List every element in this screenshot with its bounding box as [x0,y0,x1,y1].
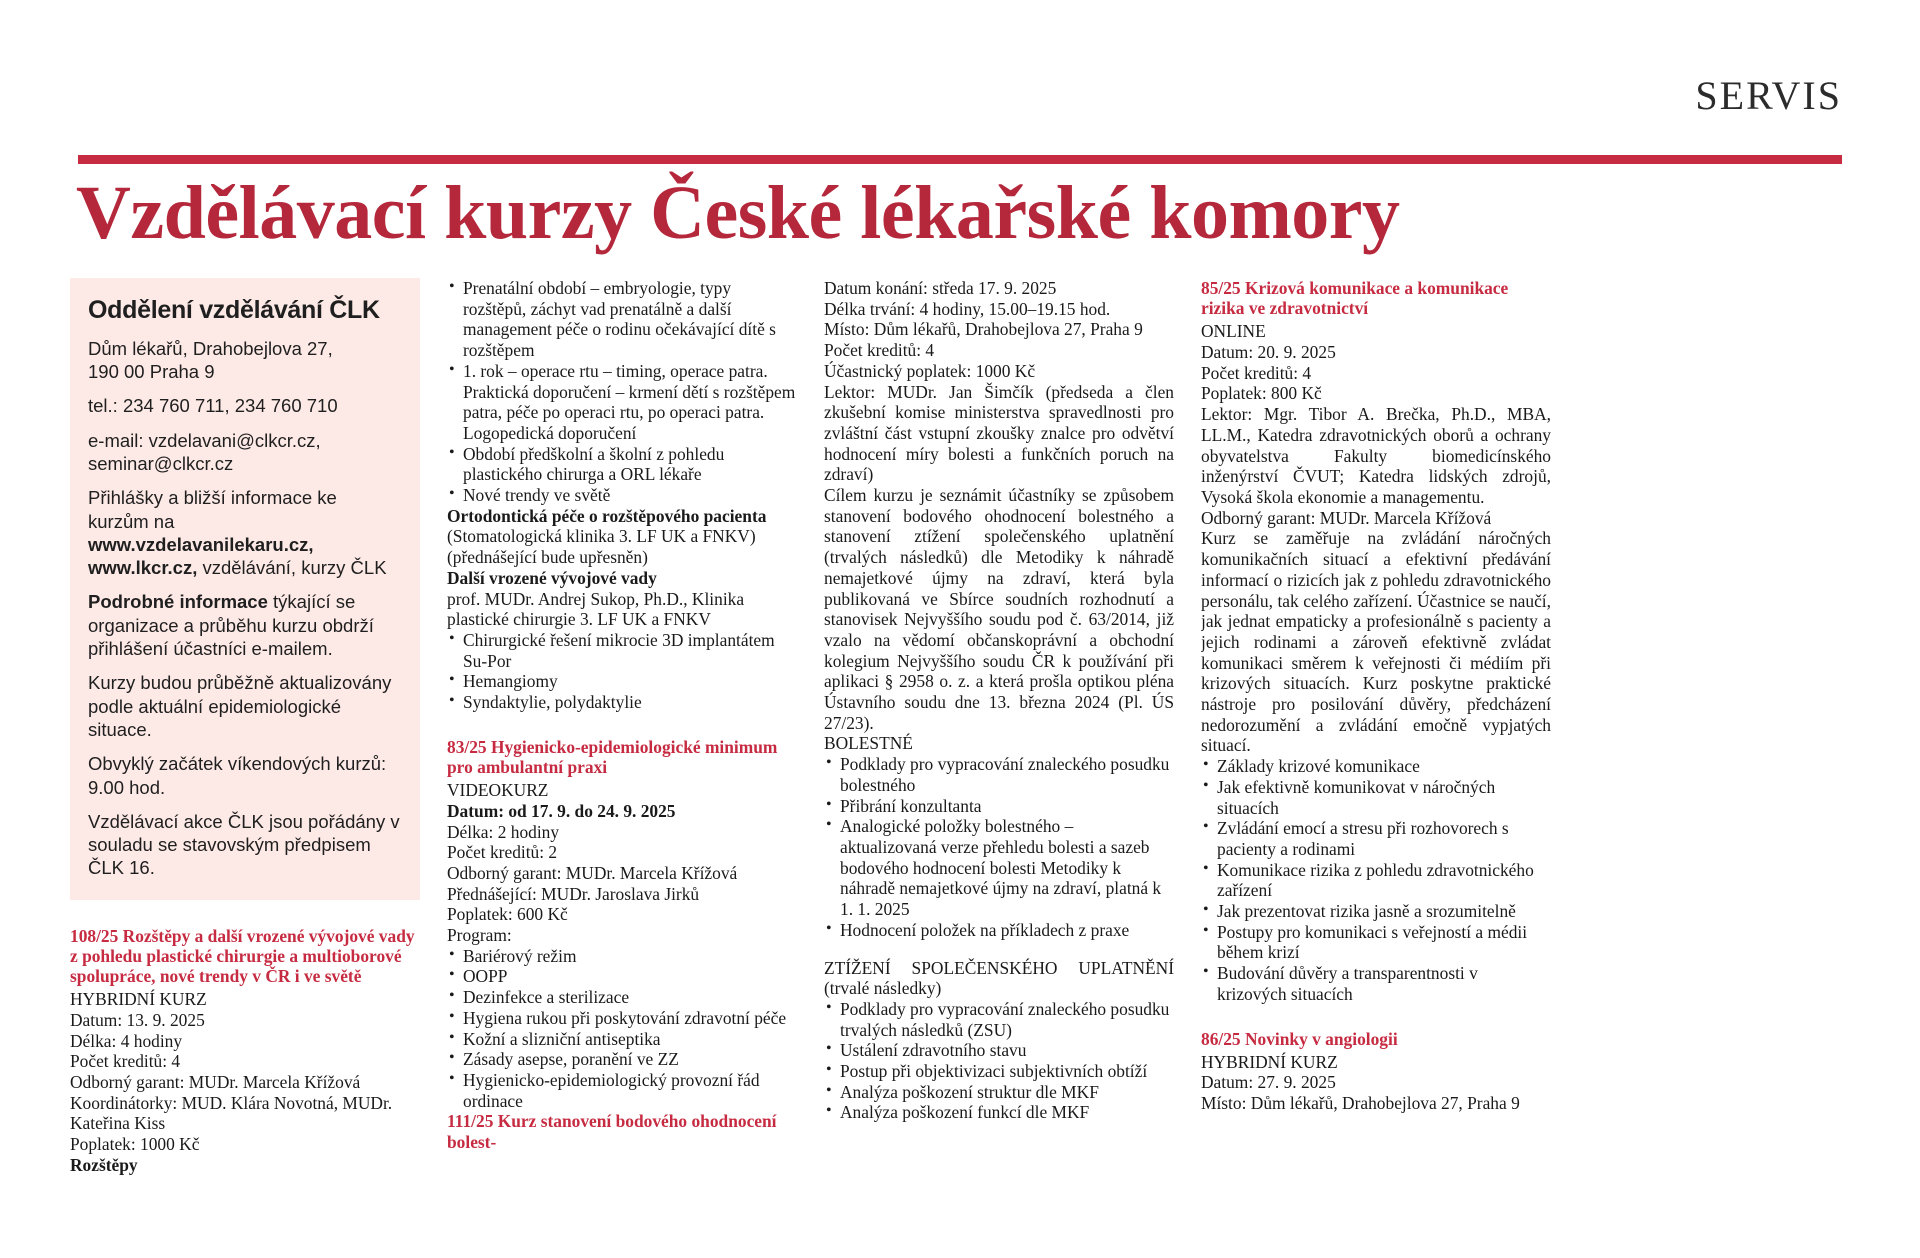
course-83-duration: Délka: 2 hodiny [447,821,560,842]
list-item: • Hemangiomy [447,671,797,692]
infobox-email [88,429,402,476]
list-item: • Hygienicko-epidemiologický provozní řád ordinace [447,1070,797,1111]
bolestne-bullet-list [824,754,1174,940]
course-111-date: Datum konání: středa 17. 9. 2025 [824,278,1057,298]
course-title-108[interactable]: 108/25 Rozštěpy a další vrozené vývojové vady z pohledu plastické chirurgie a multioborové spolupráce, nové trendy v ČR i ve světě [70,925,415,987]
list-item: • Hygiena rukou při poskytování zdravotní péče [447,1008,797,1029]
spacer [447,713,797,737]
column-1 [70,278,420,1258]
list-item: • Období předškolní a školní z pohledu plastického chirurga a ORL lékaře [447,444,797,485]
list-item: • 1. rok – operace rtu – timing, operace patra. Praktická doporučení – krmení dětí s rozštěpem patra, péče po operaci rtu, po operaci patra. Logopedická doporučení [447,361,797,444]
list-item: • Jak prezentovat rizika jasně a srozumitelně [1201,901,1551,922]
list-item: • Jak efektivně komunikovat v náročných situacích [1201,777,1551,818]
list-item: • Kožní a slizniční antiseptika [447,1029,797,1050]
course-83-program-label: Program: [447,925,512,946]
list-item: • Postup při objektivizaci subjektivních obtíží [824,1061,1174,1082]
course-85-fee: Poplatek: 800 Kč [1201,383,1322,404]
link-vzdelavanilekaru[interactable]: www.vzdelavanilekaru.cz, [88,533,314,555]
course-108-bullet-list [447,278,797,506]
ortodoncie-clinic: (Stomatologická klinika 3. LF UK a FNKV) [447,526,756,547]
list-item: • Analogické položky bolestného – aktualizovaná verze přehledu bolesti a sazeb bodového hodnocení bolesti Metodiky k náhradě nemajetkové újmy na zdraví, platná k 1. 1. 2025 [824,816,1174,920]
list-item: • Zásady asepse, poranění ve ZZ [447,1049,797,1070]
course-85-format: ONLINE [1201,321,1266,342]
ortodoncie-heading: Ortodontická péče o rozštěpového pacienta [447,505,767,526]
list-item: • Podklady pro vypracování znaleckého posudku bolestného [824,754,1174,795]
address-line-1: Dům lékařů, Drahobejlova 27, [88,337,333,359]
page-title: Vzdělávací kurzy České lékařské komory [76,171,1400,255]
list-item: • Komunikace rizika z pohledu zdravotnického zařízení [1201,860,1551,901]
course-83-bullet-list [447,946,797,1112]
course-108-format: HYBRIDNÍ KURZ [70,989,207,1010]
course-108-duration: Délka: 4 hodiny [70,1030,183,1051]
course-85-description: Kurz se zaměřuje na zvládání náročných komunikačních situací a efektivní předávání informací o rizicích jak z pohledu zdravotnického personálu, tak celého zařízení. Účastnice se naučí, jak jednat empaticky a profesionálně s pacienty a jejich rodinami a zároveň efektivně zvládat komunikaci směrem k veřejnosti či médiím při krizových situacích. Kurz poskytne praktické nástroje pro posilování důvěry, předcházení nedorozumění a zvládání emočně vypjatých situací. [1201,528,1551,756]
details-label: Podrobné informace [88,591,268,613]
course-title-85[interactable]: 85/25 Krizová komunikace a komunikace rizika ve zdravotnictví [1201,278,1509,319]
contact-infobox [70,278,420,900]
list-item: • Nové trendy ve světě [447,485,797,506]
list-item: • Hodnocení položek na příkladech z praxe [824,920,1174,941]
email-line-1[interactable]: e-mail: vzdelavani@clkcr.cz, [88,429,321,451]
course-111-place: Místo: Dům lékařů, Drahobejlova 27, Praha 9 [824,319,1143,340]
course-108-date: Datum: 13. 9. 2025 [70,1009,205,1030]
course-111-goal: Cílem kurzu je seznámit účastníky se způsobem stanovení bodového ohodnocení bolestného a stanovení ztížení společenského uplatnění (trvalých následků) dle Metodiky k náhradě nemajetkové újmy na zdraví, která byla publikovaná ve Sbírce soudních rozhodnutí a stanovisek Nejvyššího soudu pod č. 63/2014, již vzalo na vědomí občanskoprávní a obchodní kolegium Nejvyššího soudu ČR k používání při aplikaci § 2958 o. z. a která prošla optikou pléna Ústavního soudu dne 13. března 2024 (Pl. ÚS 27/23). [824,485,1174,733]
course-83-guarantor: Odborný garant: MUDr. Marcela Křížová [447,862,738,883]
list-item: • Základy krizové komunikace [1201,756,1551,777]
course-85-credits: Počet kreditů: 4 [1201,362,1312,383]
vady-bullet-list [447,630,797,713]
course-83-lecturer: Přednášející: MUDr. Jaroslava Jirků [447,883,700,904]
course-108-coordinators: Koordinátorky: MUD. Klára Novotná, MUDr. Kateřina Kiss [70,1092,393,1134]
section-label: SERVIS [1695,73,1842,118]
course-86-place: Místo: Dům lékařů, Drahobejlova 27, Praha 9 [1201,1093,1520,1114]
course-85-bullet-list [1201,756,1551,1004]
course-108-guarantor: Odborný garant: MUDr. Marcela Křížová [70,1072,361,1093]
infobox-update: Kurzy budou průběžně aktualizovány podle aktuální epidemiologické situace. [88,672,392,740]
course-111-lecturer: Lektor: MUDr. Jan Šimčík (předseda a člen zkušební komise ministerstva spravedlnosti pro zvláštní část vstupní zkoušky znalce pro odvětví hodnocení míry bolesti a funkčních poruch na zdraví) [824,381,1174,485]
course-108-credits: Počet kreditů: 4 [70,1051,181,1072]
vady-heading: Další vrozené vývojové vady [447,567,657,588]
course-title-86[interactable]: 86/25 Novinky v angiologii [1201,1028,1398,1049]
list-item: • OOPP [447,966,797,987]
column-2 [447,278,797,1258]
list-item: • Budování důvěry a transparentnosti v krizových situacích [1201,963,1551,1004]
infobox-applications [88,486,402,579]
course-111-credits: Počet kreditů: 4 [824,340,935,361]
column-3 [824,278,1174,1258]
applications-suffix: vzdělávání, kurzy ČLK [197,557,387,579]
list-item: • Analýza poškození funkcí dle MKF [824,1102,1174,1123]
applications-text: Přihlášky a bližší informace ke kurzům na [88,487,337,532]
course-111-duration: Délka trvání: 4 hodiny, 15.00–19.15 hod. [824,298,1111,319]
ztizeni-bullet-list [824,999,1174,1123]
course-108-section-rozstepy: Rozštěpy [70,1154,138,1175]
course-85-guarantor: Odborný garant: MUDr. Marcela Křížová [1201,507,1492,528]
course-85-date: Datum: 20. 9. 2025 [1201,342,1336,363]
infobox-details [88,590,402,660]
list-item: • Ustálení zdravotního stavu [824,1040,1174,1061]
course-83-fee: Poplatek: 600 Kč [447,904,568,925]
infobox-rules: Vzdělávací akce ČLK jsou pořádány v souladu se stavovským předpisem ČLK 16. [88,810,400,879]
course-83-format: VIDEOKURZ [447,780,549,801]
link-lkcr[interactable]: www.lkcr.cz, [88,557,198,579]
address-line-2: 190 00 Praha 9 [88,361,215,383]
course-title-83[interactable]: 83/25 Hygienicko-epidemiologické minimum pro ambulantní praxi [447,736,778,777]
list-item: • Podklady pro vypracování znaleckého posudku trvalých následků (ZSU) [824,999,1174,1040]
list-item: • Chirurgické řešení mikrocie 3D implantátem Su-Por [447,630,797,671]
email-line-2[interactable]: seminar@clkcr.cz [88,452,234,474]
list-item: • Zvládání emocí a stresu při rozhovorech s pacienty a rodinami [1201,818,1551,859]
details-text: týkající se organizace a průběhu kurzu obdrží přihlášení účastníci e-mailem. [88,591,374,660]
course-86-format: HYBRIDNÍ KURZ [1201,1051,1338,1072]
course-108-fee: Poplatek: 1000 Kč [70,1134,200,1155]
infobox-start: Obvyklý začátek víkendových kurzů: 9.00 hod. [88,753,387,798]
infobox-heading: Oddělení vzdělávání ČLK [88,296,380,324]
course-title-111[interactable]: 111/25 Kurz stanovení bodového ohodnocení bolest- [447,1111,777,1152]
infobox-phone: tel.: 234 760 711, 234 760 710 [88,395,338,417]
bolestne-heading: BOLESTNÉ [824,733,913,754]
article-columns [70,278,1850,1258]
course-83-date: Datum: od 17. 9. do 24. 9. 2025 [447,800,676,821]
course-83-credits: Počet kreditů: 2 [447,842,558,863]
list-item: • Syndaktylie, polydaktylie [447,692,797,713]
list-item: • Prenatální období – embryologie, typy rozštěpů, záchyt vad prenatálně a další management péče o rodinu očekávající dítě s rozštěpem [447,278,797,361]
vady-speaker: prof. MUDr. Andrej Sukop, Ph.D., Klinika plastické chirurgie 3. LF UK a FNKV [447,588,745,630]
list-item: • Postupy pro komunikaci s veřejností a médii během krizí [1201,922,1551,963]
ztizeni-heading: ZTÍŽENÍ SPOLEČENSKÉHO UPLATNĚNÍ (trvalé následky) [824,957,1174,999]
ortodoncie-speaker: (přednášející bude upřesněn) [447,547,648,568]
list-item: • Přibrání konzultanta [824,796,1174,817]
spacer [824,941,1174,958]
column-4 [1201,278,1551,1258]
spacer [1201,1005,1551,1029]
course-86-date: Datum: 27. 9. 2025 [1201,1072,1336,1093]
masthead-rule [78,155,1842,164]
course-85-lecturer: Lektor: Mgr. Tibor A. Brečka, Ph.D., MBA, LL.M., Katedra zdravotnických oborů a ochrany obyvatelstva Fakulty biomedicínského inženýrství ČVUT; Katedra lidských zdrojů, Vysoká škola ekonomie a managementu. [1201,404,1551,507]
list-item: • Bariérový režim [447,946,797,967]
course-111-fee: Účastnický poplatek: 1000 Kč [824,360,1036,381]
infobox-address [88,337,402,384]
list-item: • Dezinfekce a sterilizace [447,987,797,1008]
list-item: • Analýza poškození struktur dle MKF [824,1082,1174,1103]
